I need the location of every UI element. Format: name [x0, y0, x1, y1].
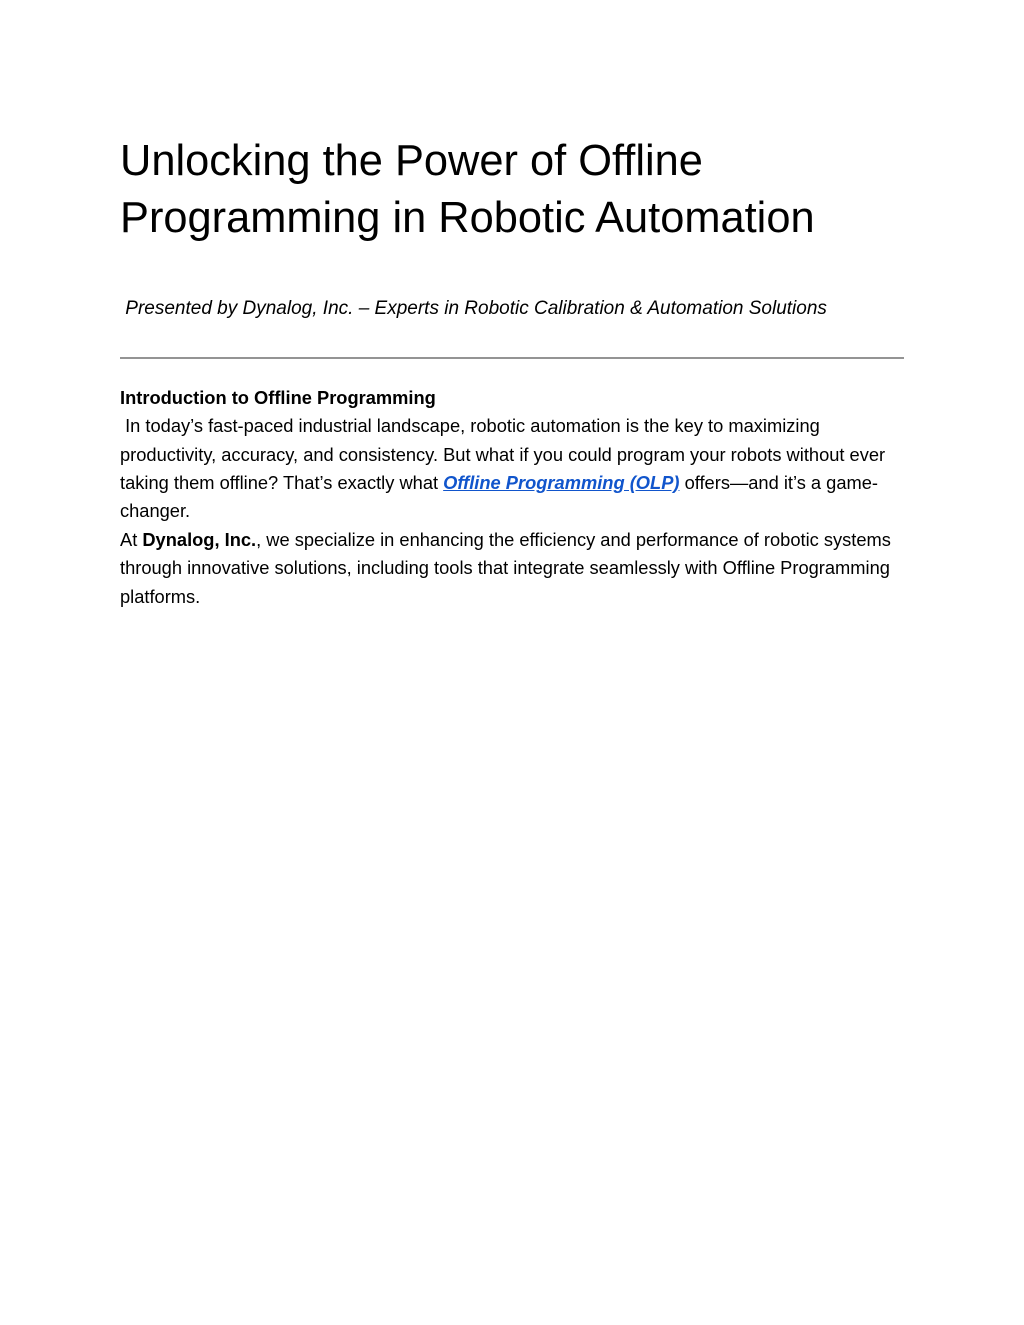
olp-link[interactable]: Offline Programming (OLP) — [443, 472, 680, 494]
body-text: At — [120, 528, 143, 550]
company-paragraph — [120, 526, 904, 611]
section-heading: Introduction to Offline Programming — [120, 386, 436, 408]
horizontal-rule — [120, 357, 904, 359]
body-text: In today’s fast-paced industrial landscape, robotic automation is the key to maximizing productivity, accuracy, and consistency. But what if you could program your robots without ever taking them offline? That’s exactly what — [120, 415, 891, 494]
document-subtitle: Presented by Dynalog, Inc. – Experts in Robotic Calibration & Automation Solutions — [120, 298, 827, 320]
company-name: Dynalog, Inc. — [142, 528, 257, 550]
document-content — [120, 0, 904, 611]
body-text: , we specialize in enhancing the efficiency and performance of robotic systems through innovative solutions, including tools that integrate seamlessly with Offline Programming platforms. — [120, 528, 896, 607]
intro-paragraph — [120, 412, 904, 526]
body-text: offers—and it’s a game-changer. — [120, 472, 878, 522]
document-title: Unlocking the Power of Offline Programming in Robotic Automation — [120, 137, 815, 242]
